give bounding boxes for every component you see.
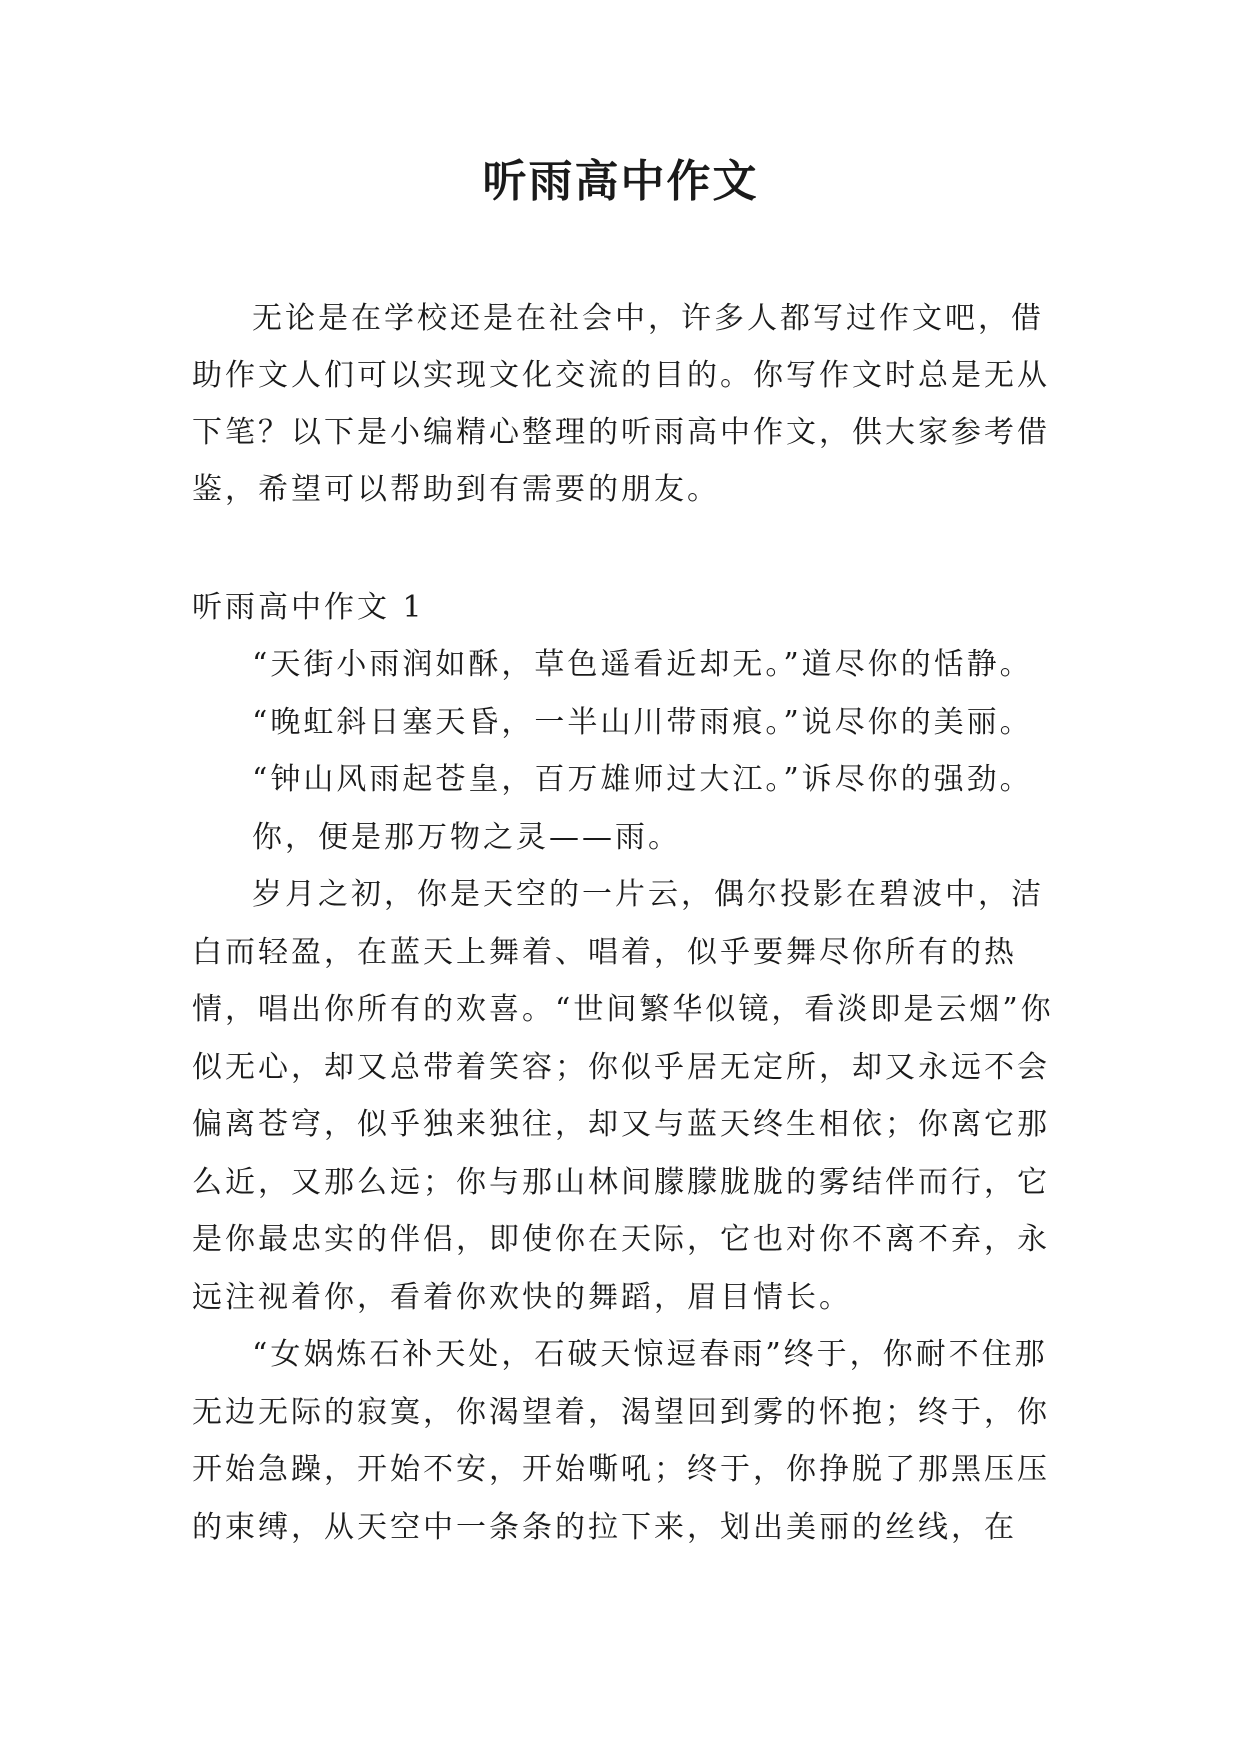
intro-block [192, 290, 1072, 518]
essay-paragraph-4: 你，便是那万物之灵——雨。 [252, 819, 681, 855]
essay-paragraph-3: “钟山风雨起苍皇，百万雄师过大江。”诉尽你的强劲。 [252, 762, 1033, 797]
essay-paragraph-6: “女娲炼石补天处，石破天惊逗春雨”终于，你耐不住那无边无际的寂寞，你渴望着，渴望回到雾的怀抱；终于，你开始急躁，开始不安，开始嘶吼；终于，你挣脱了那黑压压的束缚，从天空中一条条的拉下来，划出美丽的丝线，在 [192, 1337, 1050, 1545]
document-title: 听雨高中作文 [482, 156, 759, 207]
essay-body [192, 636, 1072, 1556]
essay-paragraph-5: 岁月之初，你是天空的一片云，偶尔投影在碧波中，洁白而轻盈，在蓝天上舞着、唱着，似乎要舞尽你所有的热情，唱出你所有的欢喜。“世间繁华似镜，看淡即是云烟”你似无心，却又总带着笑容；你似乎居无定所，却又永远不会偏离苍穹，似乎独来独往，却又与蓝天终生相依；你离它那么近，又那么远；你与那山林间朦朦胧胧的雾结伴而行，它是你最忠实的伴侣，即使你在天际，它也对你不离不弃，永远注视着你，看着你欢快的舞蹈，眉目情长。 [192, 877, 1054, 1315]
essay-paragraph-2: “晚虹斜日塞天昏，一半山川带雨痕。”说尽你的美丽。 [252, 704, 1033, 740]
section-heading: 听雨高中作文 1 [192, 590, 425, 625]
essay-paragraph-1: “天街小雨润如酥，草色遥看近却无。”道尽你的恬静。 [252, 647, 1033, 682]
intro-paragraph: 无论是在学校还是在社会中，许多人都写过作文吧，借助作文人们可以实现文化交流的目的。你写作文时总是无从下笔？以下是小编精心整理的听雨高中作文，供大家参考借鉴，希望可以帮助到有需要的朋友。 [192, 301, 1050, 507]
